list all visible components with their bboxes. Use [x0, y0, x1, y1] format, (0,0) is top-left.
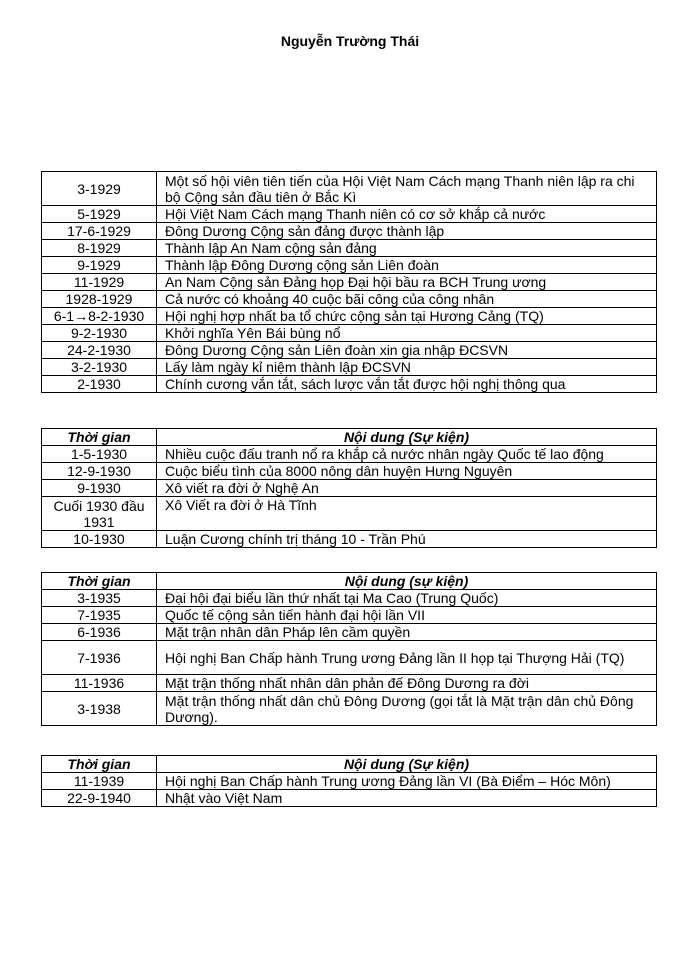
event-cell: Nhật vào Việt Nam [157, 790, 657, 807]
event-cell: Một số hội viên tiên tiến của Hội Việt Nam Cách mạng Thanh niên lập ra chi bộ Cộng sản đầu tiên ở Bắc Kì [157, 172, 657, 206]
timeline-table-1935-1938 [41, 572, 657, 726]
table-row [42, 359, 657, 376]
table-row [42, 308, 657, 325]
event-cell: Hội nghị Ban Chấp hành Trung ương Đảng lần II họp tại Thượng Hải (TQ) [157, 641, 657, 675]
date-cell: 12-9-1930 [42, 463, 157, 480]
event-cell: Hội nghị hợp nhất ba tổ chức cộng sản tại Hương Cảng (TQ) [157, 308, 657, 325]
date-cell: 2-1930 [42, 376, 157, 393]
date-cell: 17-6-1929 [42, 223, 157, 240]
date-cell: 6-1→8-2-1930 [42, 308, 157, 325]
column-header-date: Thời gian [42, 429, 157, 446]
event-cell: Hội nghị Ban Chấp hành Trung ương Đảng lần VI (Bà Điểm – Hóc Môn) [157, 773, 657, 790]
table-row [42, 172, 657, 206]
date-cell: 1928-1929 [42, 291, 157, 308]
table-row [42, 463, 657, 480]
event-cell: Đông Dương Cộng sản đảng được thành lập [157, 223, 657, 240]
date-cell: 9-2-1930 [42, 325, 157, 342]
table-row [42, 257, 657, 274]
event-cell: Mặt trận thống nhất dân chủ Đông Dương (gọi tắt là Mặt trận dân chủ Đông Dương). [157, 692, 657, 726]
table-row [42, 480, 657, 497]
date-cell: 11-1929 [42, 274, 157, 291]
table-row [42, 590, 657, 607]
table-row [42, 342, 657, 359]
table-row [42, 624, 657, 641]
event-cell: Quốc tế cộng sản tiến hành đại hội lần VII [157, 607, 657, 624]
event-cell: Xô Viết ra đời ở Hà Tĩnh [157, 497, 657, 531]
column-header-event: Nội dung (sự kiện) [157, 573, 657, 590]
table-row [42, 531, 657, 548]
table-row [42, 206, 657, 223]
date-cell: 6-1936 [42, 624, 157, 641]
event-cell: Khởi nghĩa Yên Bái bùng nổ [157, 325, 657, 342]
table-row [42, 240, 657, 257]
event-cell: Hội Việt Nam Cách mạng Thanh niên có cơ sở khắp cả nước [157, 206, 657, 223]
column-header-date: Thời gian [42, 756, 157, 773]
column-header-date: Thời gian [42, 573, 157, 590]
date-cell: 1-5-1930 [42, 446, 157, 463]
event-cell: Lấy làm ngày kỉ niệm thành lập ĐCSVN [157, 359, 657, 376]
event-cell: Đại hội đại biểu lần thứ nhất tại Ma Cao (Trung Quốc) [157, 590, 657, 607]
table-header-row [42, 429, 657, 446]
table-row [42, 692, 657, 726]
event-cell: Chính cương vắn tắt, sách lược vắn tắt được hội nghị thông qua [157, 376, 657, 393]
event-cell: Thành lập An Nam cộng sản đảng [157, 240, 657, 257]
column-header-event: Nội dung (Sự kiện) [157, 429, 657, 446]
timeline-table-1939-1940 [41, 755, 657, 807]
event-cell: Xô viết ra đời ở Nghệ An [157, 480, 657, 497]
page-title: Nguyễn Trường Thái [280, 33, 420, 49]
timeline-table-1930-1931 [41, 428, 657, 548]
column-header-event: Nội dung (Sự kiện) [157, 756, 657, 773]
date-cell: 10-1930 [42, 531, 157, 548]
date-cell: 7-1935 [42, 607, 157, 624]
date-cell: 24-2-1930 [42, 342, 157, 359]
table-header-row [42, 756, 657, 773]
table-row [42, 446, 657, 463]
table-row [42, 223, 657, 240]
table-row [42, 325, 657, 342]
table-row [42, 773, 657, 790]
event-cell: Đông Dương Cộng sản Liên đoàn xin gia nhập ĐCSVN [157, 342, 657, 359]
event-cell: Cả nước có khoảng 40 cuộc bãi công của công nhân [157, 291, 657, 308]
table-row [42, 274, 657, 291]
event-cell: Mặt trận nhân dân Pháp lên cầm quyền [157, 624, 657, 641]
table-row [42, 376, 657, 393]
date-cell: 22-9-1940 [42, 790, 157, 807]
table-row [42, 675, 657, 692]
table-row [42, 291, 657, 308]
date-cell: Cuối 1930 đầu 1931 [42, 497, 157, 531]
date-cell: 11-1939 [42, 773, 157, 790]
event-cell: Nhiều cuộc đấu tranh nổ ra khắp cả nước nhân ngày Quốc tế lao động [157, 446, 657, 463]
table-row [42, 607, 657, 624]
event-cell: Mặt trận thống nhất nhân dân phản đế Đông Dương ra đời [157, 675, 657, 692]
event-cell: Cuộc biểu tình của 8000 nông dân huyện Hưng Nguyên [157, 463, 657, 480]
date-cell: 3-1935 [42, 590, 157, 607]
event-cell: An Nam Cộng sản Đảng họp Đại hội bầu ra BCH Trung ương [157, 274, 657, 291]
event-cell: Luận Cương chính trị tháng 10 - Trần Phú [157, 531, 657, 548]
date-cell: 3-1929 [42, 172, 157, 206]
date-cell: 5-1929 [42, 206, 157, 223]
table-row [42, 497, 657, 531]
date-cell: 8-1929 [42, 240, 157, 257]
date-cell: 7-1936 [42, 641, 157, 675]
event-cell: Thành lập Đông Dương cộng sản Liên đoàn [157, 257, 657, 274]
date-cell: 9-1930 [42, 480, 157, 497]
table-header-row [42, 573, 657, 590]
date-cell: 3-1938 [42, 692, 157, 726]
date-cell: 11-1936 [42, 675, 157, 692]
timeline-table-1929-1930 [41, 171, 657, 393]
table-row [42, 790, 657, 807]
table-row [42, 641, 657, 675]
date-cell: 3-2-1930 [42, 359, 157, 376]
date-cell: 9-1929 [42, 257, 157, 274]
